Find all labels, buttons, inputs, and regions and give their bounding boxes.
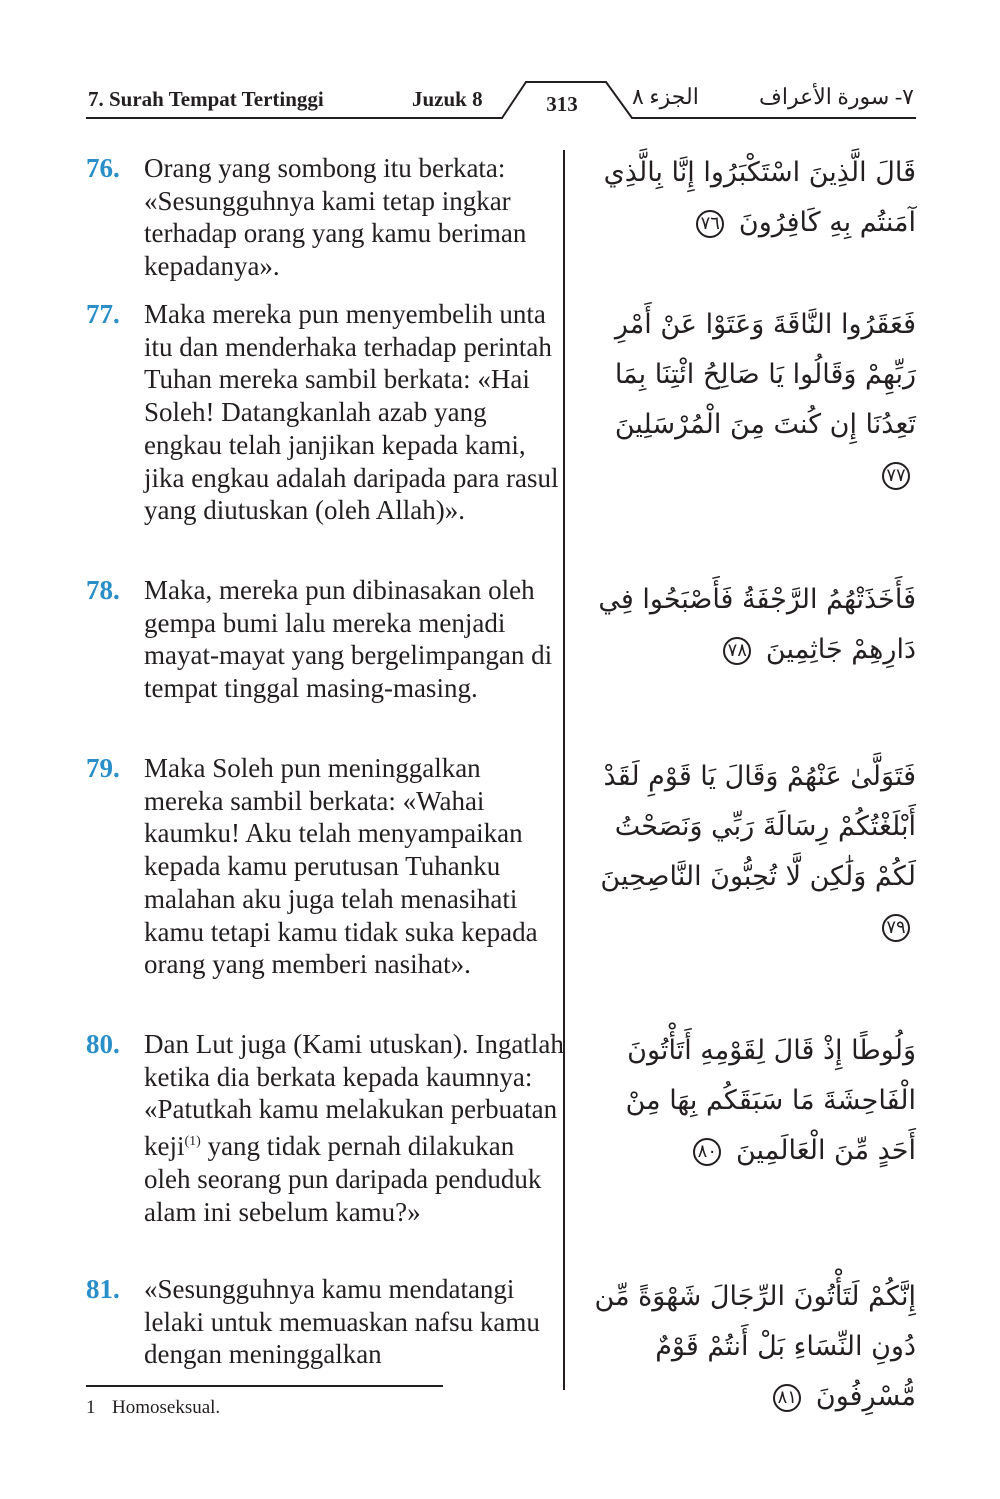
verse-translation: Orang yang sombong itu berkata: «Sesungguhnya kami tetap ingkar terhadap orang yang kamu beriman kepadanya». bbox=[144, 153, 527, 282]
juz-arabic: الجزء ٨ bbox=[632, 84, 699, 109]
verse-number: 81. bbox=[86, 1274, 120, 1304]
verse-number: 76. bbox=[86, 153, 120, 183]
arabic-text: فَتَوَلَّىٰ عَنْهُمْ وَقَالَ يَا قَوْمِ لَقَدْ أَبْلَغْتُكُمْ رِسَالَةَ رَبِّي وَنَصَحْتُ لَكُمْ وَلَٰكِن لَّا تُحِبُّونَ النَّاصِحِينَ bbox=[600, 761, 916, 892]
translation-part: Dan Lut juga (Kami utuskan). Ingatlah ketika dia berkata kepada kaumnya: «Patutkah kamu melakukan perbuatan keji bbox=[144, 1029, 564, 1162]
arabic-verse-81 bbox=[586, 1272, 916, 1422]
verse-number: 77. bbox=[86, 299, 120, 329]
footnote-ref[interactable]: (1) bbox=[184, 1134, 201, 1150]
verse-translation: Maka Soleh pun meninggalkan mereka sambil berkata: «Wahai kaumku! Aku telah menyampaikan kepada kamu perutusan Tuhanku malahan aku juga telah menasihati kamu tetapi kamu tidak suka kepada orang yang memberi nasihat». bbox=[144, 753, 538, 980]
footnote-number: 1 bbox=[86, 1397, 96, 1418]
arabic-verse-80 bbox=[586, 1026, 916, 1176]
arabic-verse-78 bbox=[586, 575, 916, 675]
footnote-rule bbox=[86, 1385, 443, 1387]
verse-number: 78. bbox=[86, 575, 120, 605]
verse-number: 79. bbox=[86, 753, 120, 783]
verse-translation bbox=[144, 1028, 564, 1228]
arabic-verse-79 bbox=[586, 752, 916, 952]
verse-translation: Maka, mereka pun dibinasakan oleh gempa bumi lalu mereka menjadi mayat-mayat yang bergelimpangan di tempat tinggal masing-masing. bbox=[144, 575, 553, 704]
arabic-text: قَالَ الَّذِينَ اسْتَكْبَرُوا إِنَّا بِالَّذِي آمَنتُم بِهِ كَافِرُونَ bbox=[603, 157, 916, 238]
arabic-text: إِنَّكُمْ لَتَأْتُونَ الرِّجَالَ شَهْوَةً مِّن دُونِ النِّسَاءِ بَلْ أَنتُمْ قَوْمٌ مُّسْرِفُونَ bbox=[594, 1281, 916, 1412]
verse-number: 80. bbox=[86, 1029, 120, 1059]
page-header bbox=[86, 80, 916, 125]
arabic-text: فَعَقَرُوا النَّاقَةَ وَعَتَوْا عَنْ أَمْرِ رَبِّهِمْ وَقَالُوا يَا صَالِحُ ائْتِنَا بِمَا تَعِدُنَا إِن كُنتَ مِنَ الْمُرْسَلِينَ bbox=[614, 309, 916, 440]
arabic-verse-76 bbox=[586, 148, 916, 248]
ayah-end-marker: ٨١ bbox=[773, 1384, 801, 1412]
surah-title: 7. Surah Tempat Tertinggi bbox=[88, 87, 324, 111]
verse-translation: Maka mereka pun menyembelih unta itu dan menderhaka terhadap perintah Tuhan mereka sambil berkata: «Hai Soleh! Datangkanlah azab yang engkau telah janjikan kepada kami, jika engkau adalah daripada para rasul yang diutuskan (oleh Allah)». bbox=[144, 299, 559, 526]
arabic-verse-77 bbox=[586, 300, 916, 500]
juz-label: Juzuk 8 bbox=[412, 87, 483, 111]
verse-translation: «Sesungguhnya kamu mendatangi lelaki untuk memuaskan nafsu kamu dengan meninggalkan bbox=[144, 1274, 540, 1370]
ayah-end-marker: ٨٠ bbox=[693, 1138, 721, 1166]
arabic-text: فَأَخَذَتْهُمُ الرَّجْفَةُ فَأَصْبَحُوا فِي دَارِهِمْ جَاثِمِينَ bbox=[598, 584, 916, 665]
arabic-text: وَلُوطًا إِذْ قَالَ لِقَوْمِهِ أَتَأْتُونَ الْفَاحِشَةَ مَا سَبَقَكُم بِهَا مِنْ أَحَدٍ مِّنَ الْعَالَمِينَ bbox=[625, 1035, 916, 1166]
ayah-end-marker: ٧٧ bbox=[882, 462, 910, 490]
page-number: 313 bbox=[546, 92, 578, 116]
ayah-end-marker: ٧٨ bbox=[723, 637, 751, 665]
ayah-end-marker: ٧٦ bbox=[696, 210, 724, 238]
ayah-end-marker: ٧٩ bbox=[882, 914, 910, 942]
footnote bbox=[86, 1397, 220, 1419]
translation-part: yang tidak pernah dilakukan oleh seorang pun daripada penduduk alam ini sebelum kamu?» bbox=[144, 1131, 542, 1227]
surah-arabic: ٧- سورة الأعراف bbox=[759, 84, 914, 109]
footnote-text: Homoseksual. bbox=[112, 1397, 221, 1418]
